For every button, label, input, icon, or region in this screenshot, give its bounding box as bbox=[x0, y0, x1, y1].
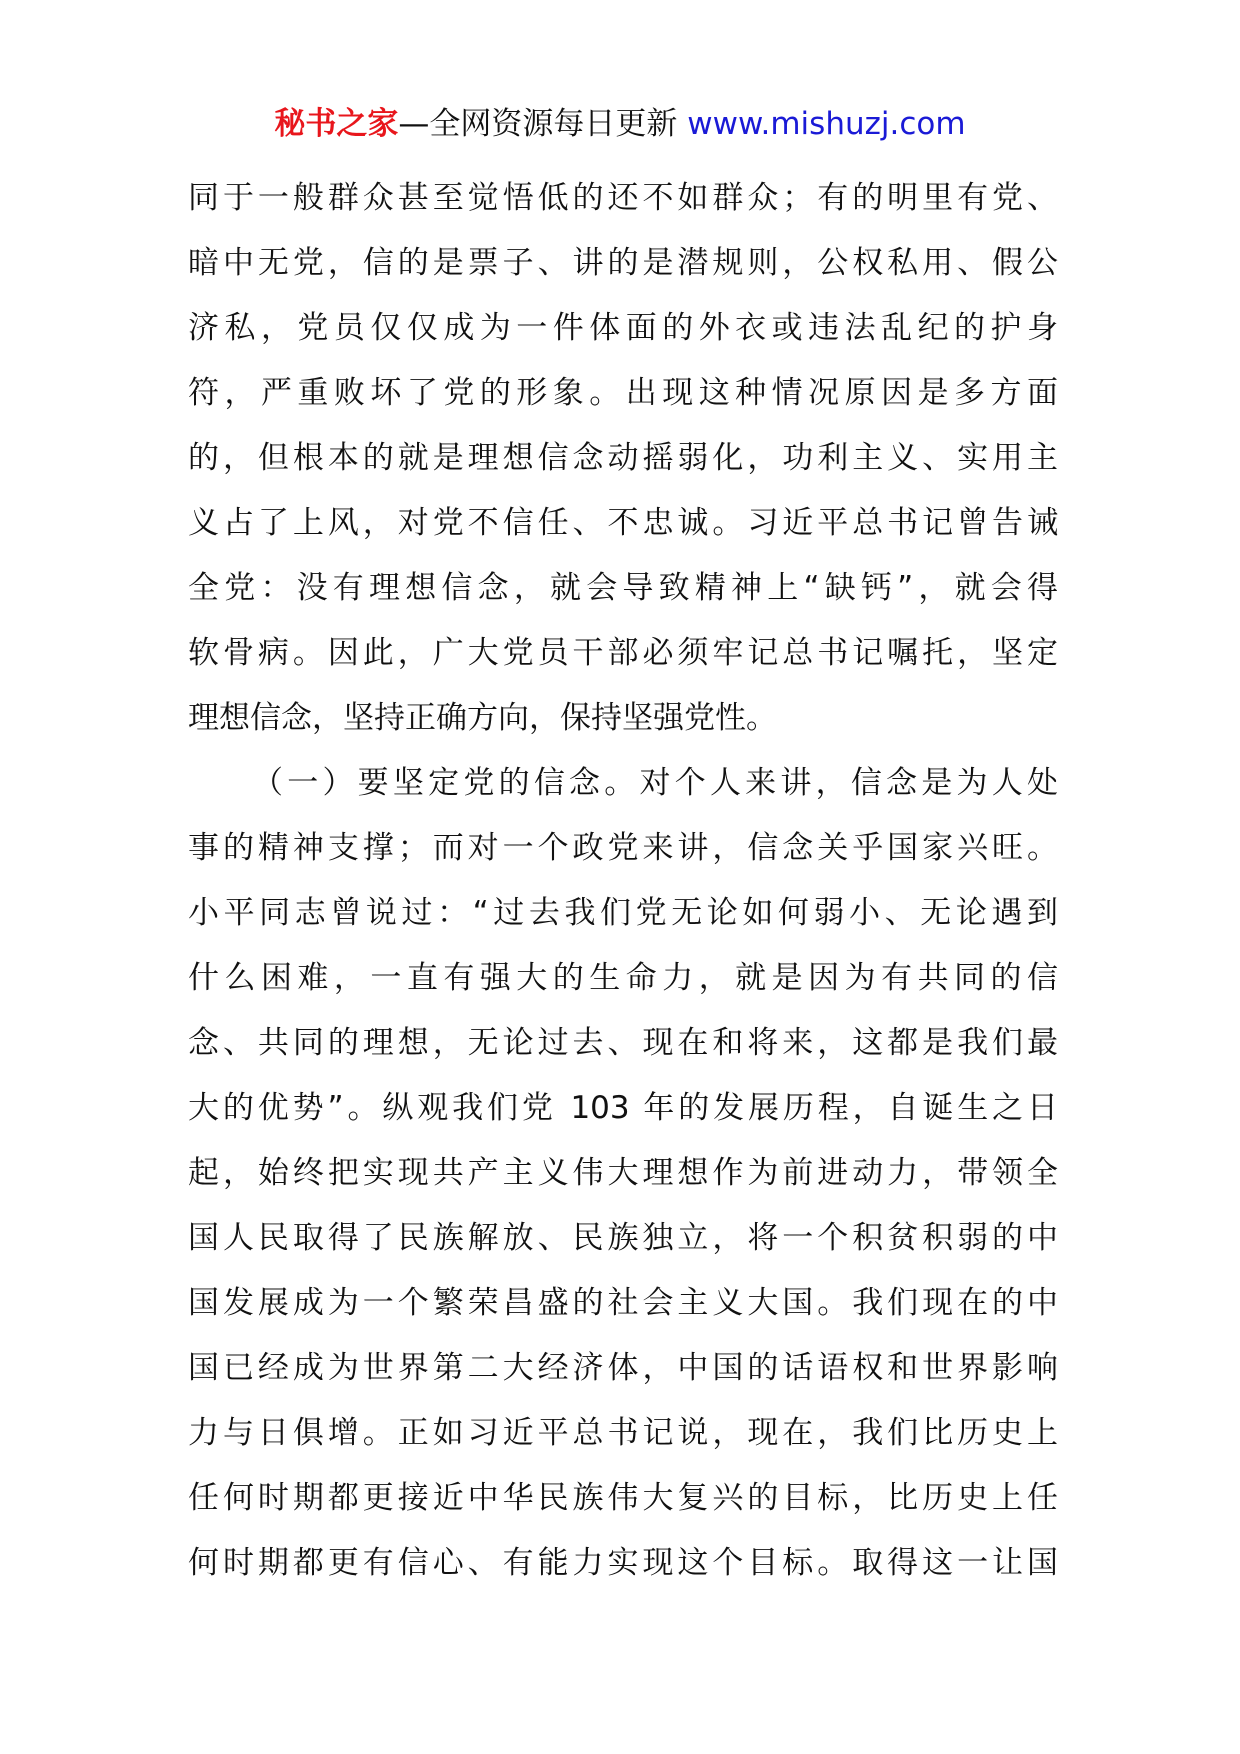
document-body bbox=[188, 166, 1058, 1596]
website-link[interactable]: www.mishuzj.com bbox=[687, 106, 966, 142]
text-line: 同于一般群众甚至觉悟低的还不如群众；有的明里有党、 bbox=[188, 180, 1058, 216]
text-line: 国发展成为一个繁荣昌盛的社会主义大国。我们现在的中 bbox=[188, 1285, 1058, 1321]
text-line: 何时期都更有信心、有能力实现这个目标。取得这一让国 bbox=[188, 1545, 1058, 1581]
text-line: 全党：没有理想信念，就会导致精神上“缺钙”，就会得 bbox=[188, 570, 1058, 606]
text-line: 起，始终把实现共产主义伟大理想作为前进动力，带领全 bbox=[188, 1155, 1058, 1191]
text-line: 念、共同的理想，无论过去、现在和将来，这都是我们最 bbox=[188, 1025, 1058, 1061]
text-line: 什么困难，一直有强大的生命力，就是因为有共同的信 bbox=[188, 960, 1058, 996]
text-line: 国人民取得了民族解放、民族独立，将一个积贫积弱的中 bbox=[188, 1220, 1058, 1256]
text-line: 力与日俱增。正如习近平总书记说，现在，我们比历史上 bbox=[188, 1415, 1058, 1451]
text-line: 符，严重败坏了党的形象。出现这种情况原因是多方面 bbox=[188, 375, 1058, 411]
paragraph-end-line: 理想信念，坚持正确方向，保持坚强党性。 bbox=[188, 700, 777, 736]
page-header bbox=[0, 104, 1240, 144]
text-line: 小平同志曾说过：“过去我们党无论如何弱小、无论遇到 bbox=[188, 895, 1058, 931]
header-tagline: —全网资源每日更新 bbox=[398, 106, 678, 142]
text-line: 事的精神支撑；而对一个政党来讲，信念关乎国家兴旺。 bbox=[188, 830, 1058, 866]
text-line: 软骨病。因此，广大党员干部必须牢记总书记嘱托，坚定 bbox=[188, 635, 1058, 671]
text-line: 的，但根本的就是理想信念动摇弱化，功利主义、实用主 bbox=[188, 440, 1058, 476]
text-line: 暗中无党，信的是票子、讲的是潜规则，公权私用、假公 bbox=[188, 245, 1058, 281]
text-line: 任何时期都更接近中华民族伟大复兴的目标，比历史上任 bbox=[188, 1480, 1058, 1516]
text-line: 义占了上风，对党不信任、不忠诚。习近平总书记曾告诫 bbox=[188, 505, 1058, 541]
text-line: 大的优势”。纵观我们党 103 年的发展历程，自诞生之日 bbox=[188, 1090, 1058, 1126]
brand-name: 秘书之家 bbox=[274, 106, 399, 142]
section-heading-line: （一）要坚定党的信念。对个人来讲，信念是为人处 bbox=[252, 765, 1058, 801]
text-line: 济私，党员仅仅成为一件体面的外衣或违法乱纪的护身 bbox=[188, 310, 1058, 346]
text-line: 国已经成为世界第二大经济体，中国的话语权和世界影响 bbox=[188, 1350, 1058, 1386]
